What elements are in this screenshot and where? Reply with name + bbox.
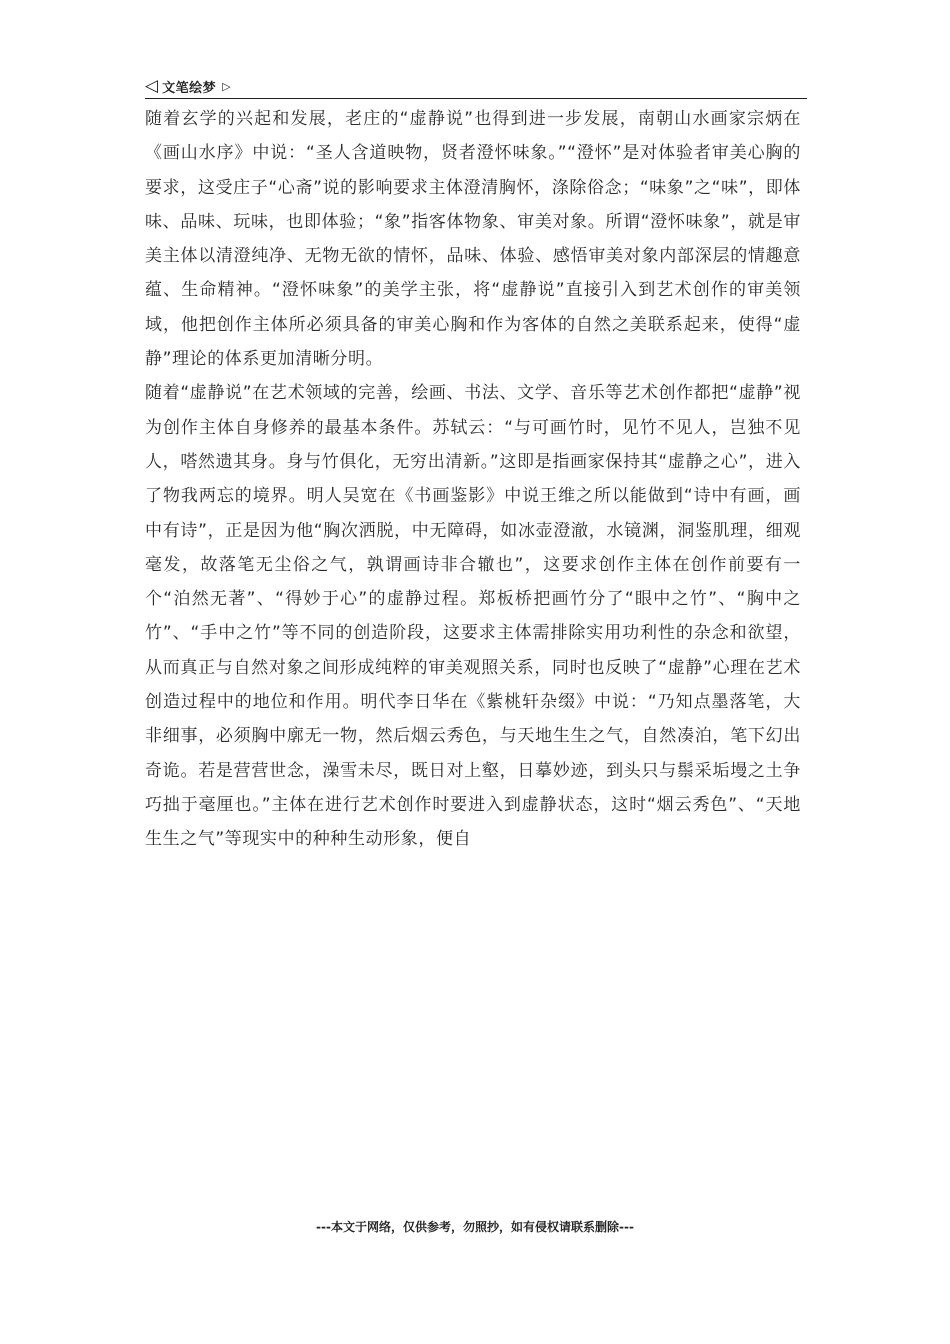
paragraph-2: 随着“虚静说”在艺术领域的完善，绘画、书法、文学、音乐等艺术创作都把“虚静”视为创作主体自身修养的最基本条件。苏轼云：“与可画竹时，见竹不见人，岂独不见人，嗒然遗其身。身与竹俱化，无穷出清新。”这即是指画家保持其“虚静之心”，进入了物我两忘的境界。明人吴宽在《书画鉴影》中说王维之所以能做到“诗中有画，画中有诗”，正是因为他“胸次洒脱，中无障碍，如冰壶澄澈，水镜渊，洞鉴肌理，细观毫发，故落笔无尘俗之气，孰谓画诗非合辙也”，这要求创作主体在创作前要有一个“泊然无著”、“得妙于心”的虚静过程。郑板桥把画竹分了“眼中之竹”、“胸中之竹”、“手中之竹”等不同的创造阶段，这要求主体需排除实用功利性的杂念和欲望，从而真正与自然对象之间形成纯粹的审美观照关系，同时也反映了“虚静”心理在艺术创造过程中的地位和作用。明代李日华在《紫桃轩杂缀》中说：“乃知点墨落笔，大非细事，必须胸中廓无一物，然后烟云秀色，与天地生生之气，自然凑泊，笔下幻出奇诡。若是营营世念，澡雪未尽，既日对上壑，日摹妙迹，到头只与鬃采垢墁之土争巧拙于毫厘也。”主体在进行艺术创作时要进入到虚静状态，这时“烟云秀色”、“天地生生之气”等现实中的种种生动形象，便自 xyxy=(145,383,801,850)
page-header xyxy=(145,74,807,99)
document-body xyxy=(145,102,801,857)
paragraph-1: 随着玄学的兴起和发展，老庄的“虚静说”也得到进一步发展，南朝山水画家宗炳在《画山水序》中说：“圣人含道映物，贤者澄怀味象。”“澄怀”是对体验者审美心胸的要求，这受庄子“心斋”说的影响要求主体澄清胸怀，涤除俗念；“味象”之“味”，即体味、品味、玩味，也即体验；“象”指客体物象、审美对象。所谓“澄怀味象”，就是审美主体以清澄纯净、无物无欲的情怀，品味、体验、感悟审美对象内部深层的情趣意蕴、生命精神。“澄怀味象”的美学主张，将“虚静说”直接引入到艺术创作的审美领域，他把创作主体所必须具备的审美心胸和作为客体的自然之美联系起来，使得“虚静”理论的体系更加清晰分明。 xyxy=(145,109,801,370)
page-footer: ---本文于网络，仅供参考，勿照抄，如有侵权请联系删除--- xyxy=(316,1220,634,1234)
header-brand: 文笔绘梦 xyxy=(162,80,217,96)
triangle-left-icon: ◁ xyxy=(145,76,159,96)
triangle-right-icon: ▷ xyxy=(222,79,231,93)
